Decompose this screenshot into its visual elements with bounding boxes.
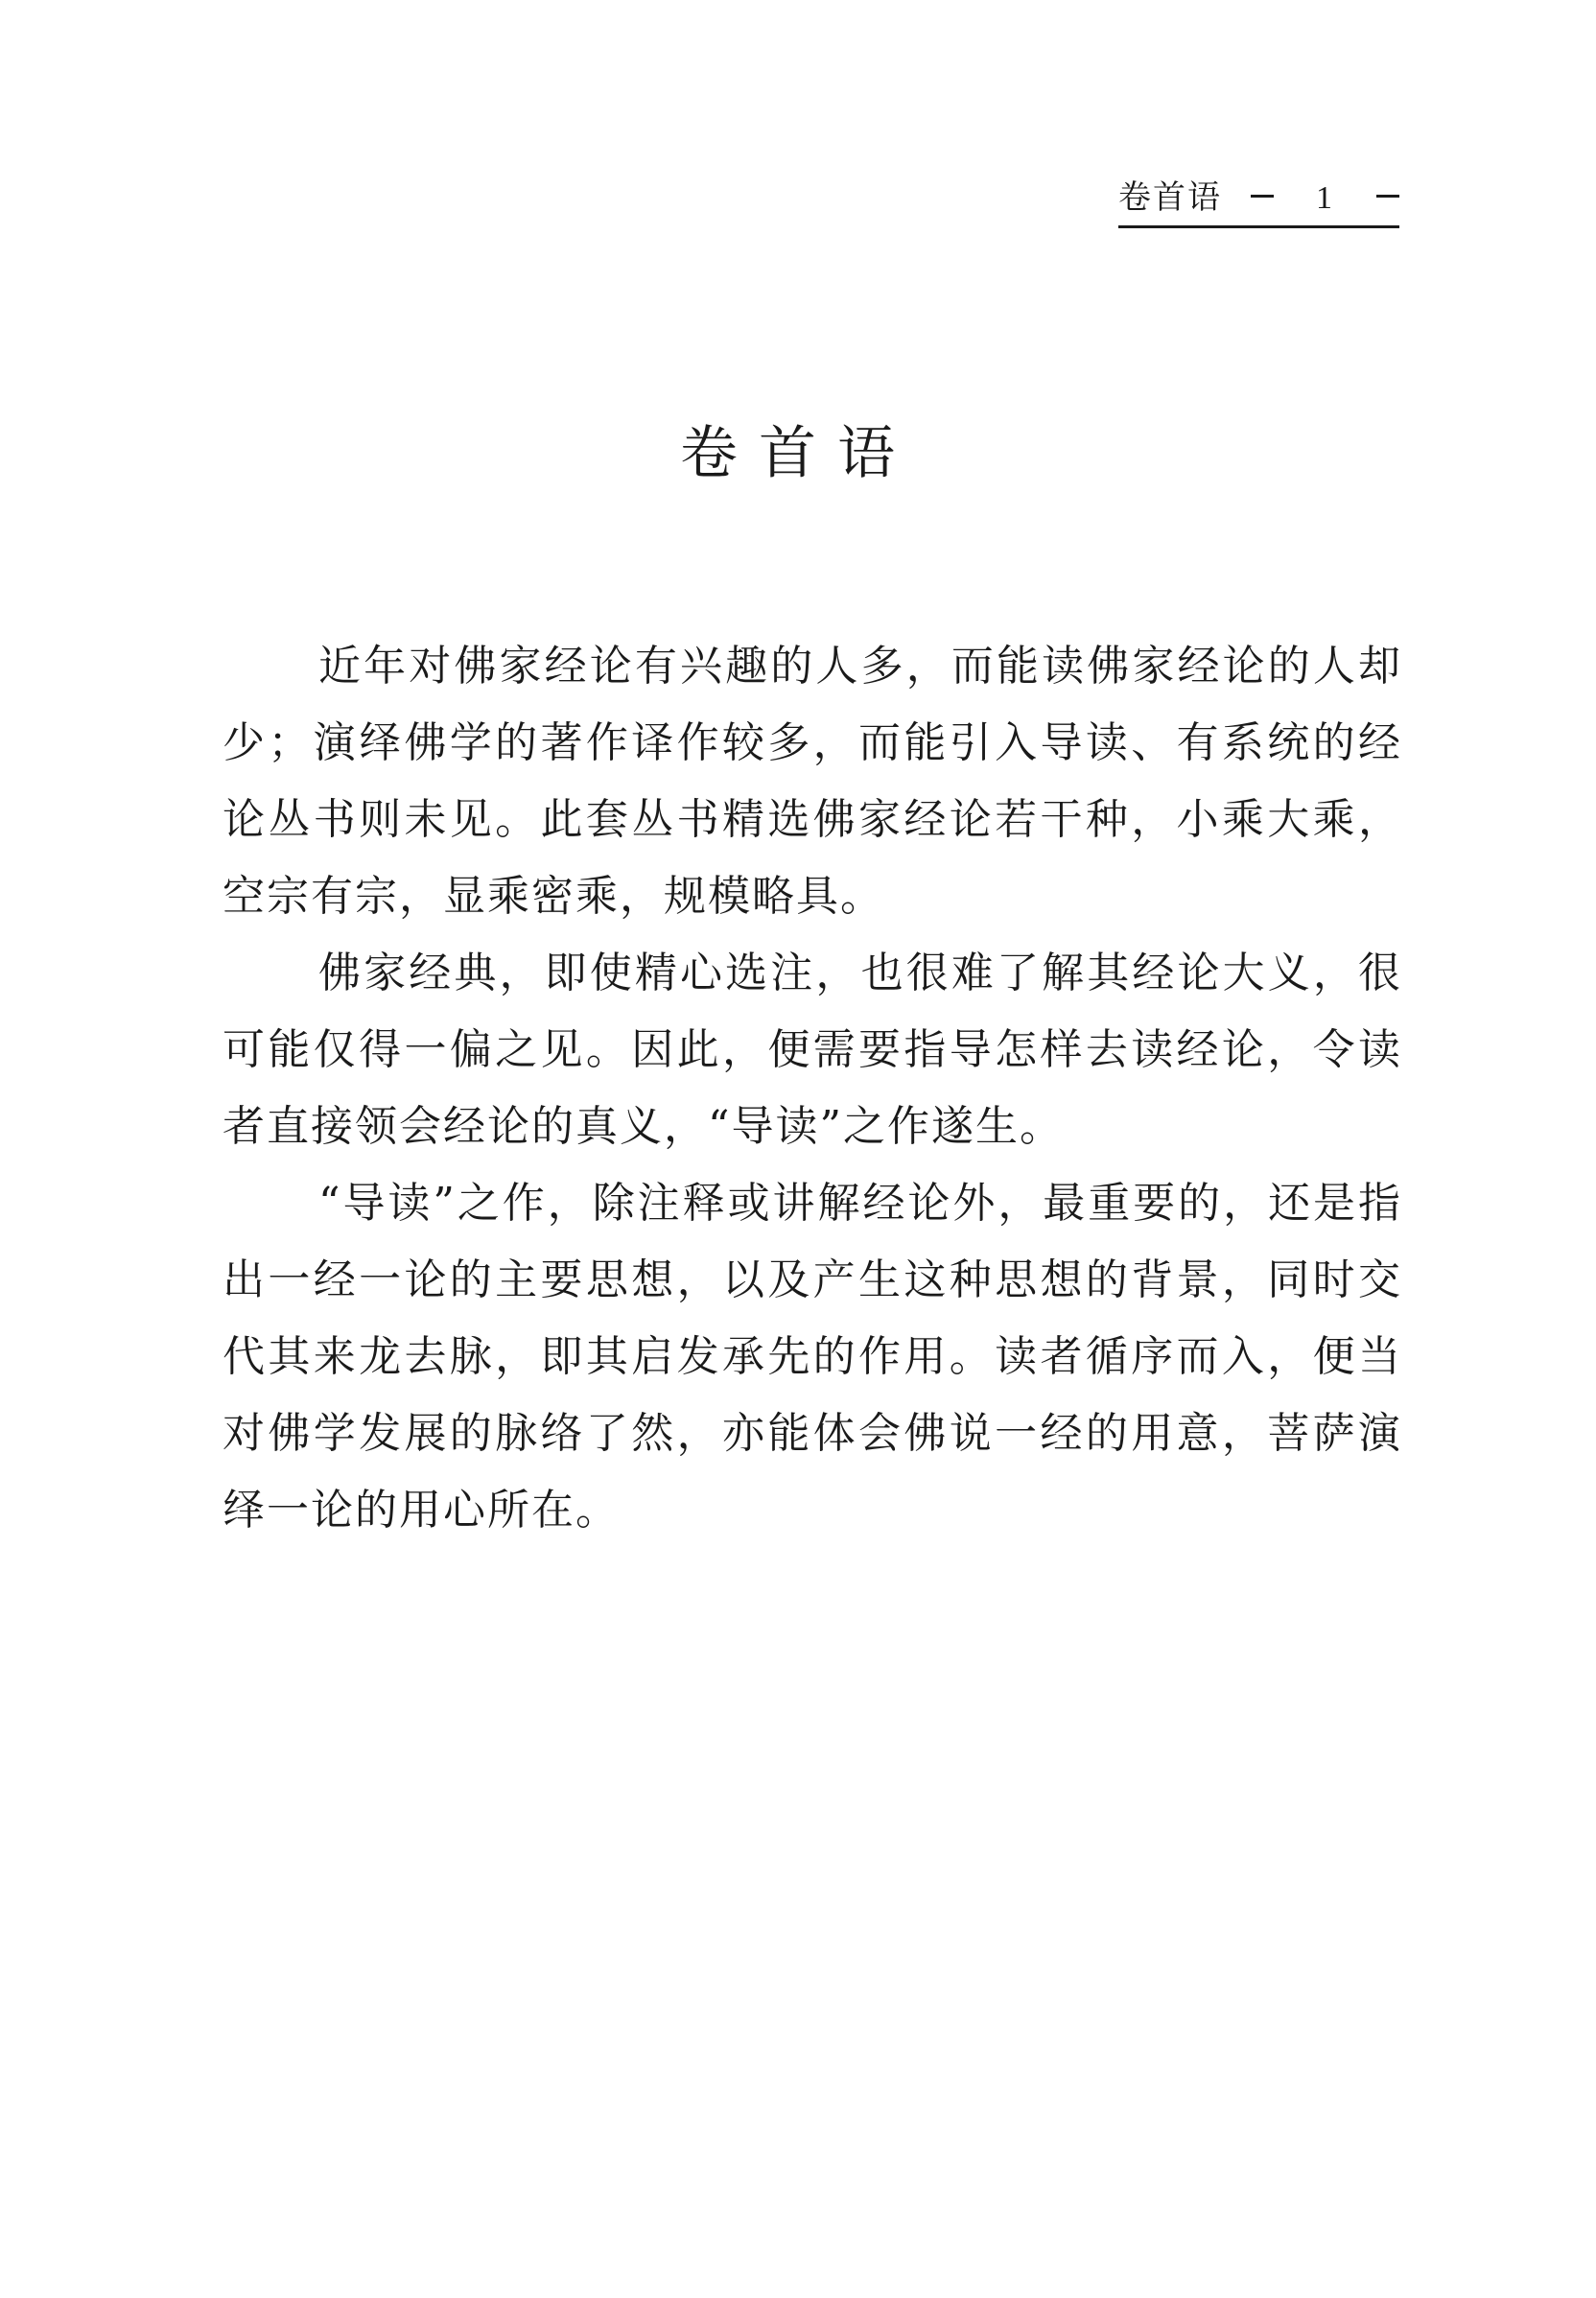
running-head-title: 卷首语: [1118, 178, 1222, 217]
paragraph-2: 佛家经典，即使精心选注，也很难了解其经论大义，很可能仅得一偏之见。因此，便需要指导怎样去读经论，令读者直接领会经论的真义，“导读”之作遂生。: [223, 949, 1402, 1151]
page-number-dash-right: [1376, 195, 1399, 198]
page-number: 1: [1316, 180, 1334, 216]
paragraph-1: 近年对佛家经论有兴趣的人多，而能读佛家经论的人却少；演绎佛学的著作译作较多，而能引入导读、有系统的经论丛书则未见。此套丛书精选佛家经论若干种，小乘大乘，空宗有宗，显乘密乘，规模略具。: [223, 642, 1402, 921]
page-title: 卷首语: [680, 420, 916, 487]
body-text: [223, 628, 1402, 1549]
paragraph-3: “导读”之作，除注释或讲解经论外，最重要的，还是指出一经一论的主要思想，以及产生这种思想的背景，同时交代其来龙去脉，即其启发承先的作用。读者循序而入，便当对佛学发展的脉络了然，亦能体会佛说一经的用意，菩萨演绎一论的用心所在。: [223, 1179, 1402, 1535]
page-number-dash-left: [1251, 195, 1274, 198]
running-head: [1118, 171, 1399, 228]
